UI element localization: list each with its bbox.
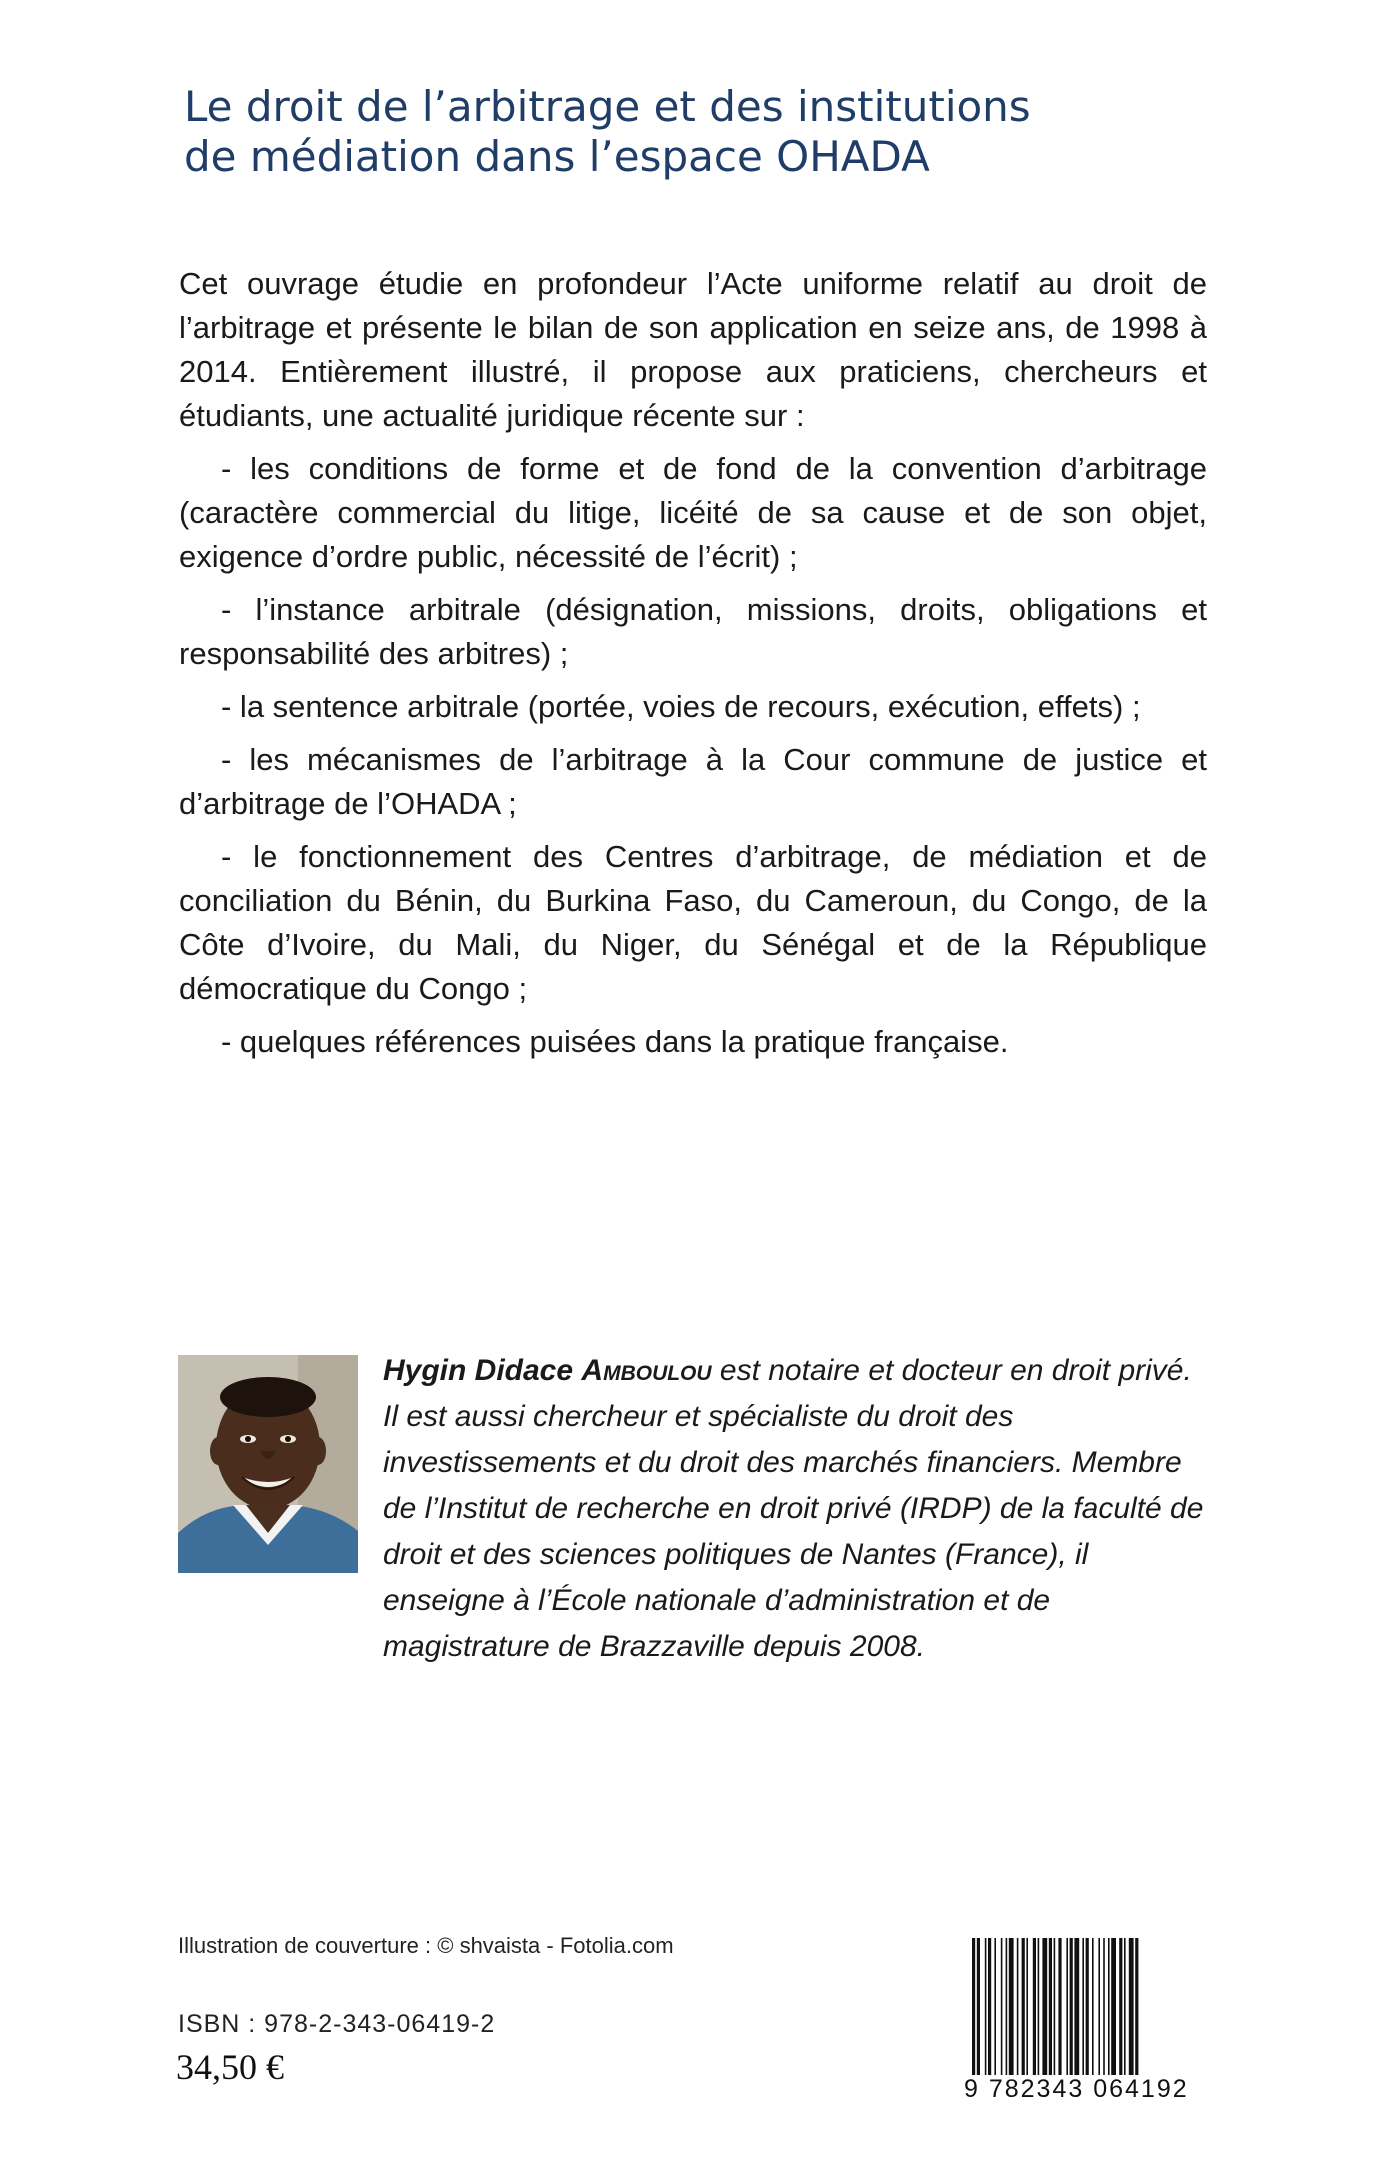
barcode-bar (1129, 1938, 1134, 2080)
barcode-bar (1058, 1938, 1061, 2080)
barcode-digits: 9 782343 064192 (964, 2075, 1209, 2104)
barcode-bar (1098, 1938, 1100, 2080)
summary-bullet: - les mécanismes de l’arbitrage à la Cour commune de justice et d’arbitrage de l’OHADA ; (179, 742, 1207, 821)
barcode-bar (985, 1938, 987, 2080)
summary-bullet: - l’instance arbitrale (désignation, missions, droits, obligations et responsabilité des arbitres) ; (179, 592, 1207, 671)
barcode-bar (1108, 1938, 1110, 2080)
barcode-bar (1017, 1938, 1019, 2080)
summary-intro: Cet ouvrage étudie en profondeur l’Acte uniforme relatif au droit de l’arbitrage et présente le bilan de son application en seize ans, de 1998 à 2014. Entièrement illustré, il propose aux praticiens, chercheurs et étudiants, une actualité juridique récente sur : (179, 266, 1207, 433)
barcode-bar (1009, 1938, 1014, 2080)
author-first-names: Hygin Didace (383, 1354, 574, 1387)
summary-bullet: - le fonctionnement des Centres d’arbitrage, de médiation et de conciliation du Bénin, du Burkina Faso, du Cameroun, du Congo, de la Côte d’Ivoire, du Mali, du Niger, du Sénégal et de la République démocratique du Congo ; (179, 839, 1207, 1006)
barcode-bar (1103, 1938, 1105, 2080)
barcode-bar (972, 1938, 975, 2080)
illustration-credit: Illustration de couverture : © shvaista - Fotolia.com (178, 1933, 674, 1958)
barcode-bar (1001, 1938, 1003, 2080)
barcode-bar (1119, 1938, 1122, 2080)
summary-bullet: - les conditions de forme et de fond de la convention d’arbitrage (caractère commercial du litige, licéité de sa cause et de son objet, exigence d’ordre public, nécessité de l’écrit) ; (179, 451, 1207, 574)
barcode-bar (1092, 1938, 1094, 2080)
isbn: ISBN : 978-2-343-06419-2 (178, 2010, 496, 2038)
author-bio-text: est notaire et docteur en droit privé. Il est aussi chercheur et spécialiste du droit des investissements et du droit des marchés financiers. Membre de l’Institut de recherche en droit privé (IRDP) de la faculté de droit et des sciences politiques de Nantes (France), il enseigne à l’École nationale d’administration et de magistrature de Brazzaville depuis 2008. (383, 1354, 1204, 1663)
title-line-1: Le droit de l’arbitrage et des institutions (184, 82, 1031, 131)
barcode-bar (1054, 1938, 1056, 2080)
back-cover-summary (179, 262, 1207, 1073)
barcode-bar (1135, 1938, 1138, 2080)
title-line-2: de médiation dans l’espace OHADA (184, 132, 930, 181)
barcode-bar (1022, 1938, 1025, 2080)
barcode-bar (1026, 1938, 1028, 2080)
barcode-bar (1049, 1938, 1052, 2080)
book-title (184, 82, 1244, 182)
barcode-bar (988, 1938, 991, 2080)
barcode-bar (1074, 1938, 1079, 2080)
author-surname: Amboulou (581, 1354, 712, 1387)
barcode-bar (1070, 1938, 1073, 2080)
barcode-bar (1124, 1938, 1126, 2080)
summary-bullet: - la sentence arbitrale (portée, voies de recours, exécution, effets) ; (221, 689, 1141, 724)
barcode-bar (1038, 1938, 1040, 2080)
barcode-bar (1086, 1938, 1089, 2080)
barcode-bar (977, 1938, 980, 2080)
author-portrait-illustration (178, 1355, 358, 1573)
barcode-bar (1082, 1938, 1084, 2080)
barcode-bar (1066, 1938, 1068, 2080)
summary-bullet: - quelques références puisées dans la pratique française. (221, 1024, 1009, 1059)
author-bio (383, 1348, 1211, 1670)
barcode-bar (1111, 1938, 1116, 2080)
barcode-bar (994, 1938, 996, 2080)
barcode-bar (1006, 1938, 1008, 2080)
barcode (968, 1938, 1203, 2080)
barcode-bar (1042, 1938, 1047, 2080)
barcode-bar (1033, 1938, 1036, 2080)
author-photo (178, 1355, 358, 1573)
price: 34,50 € (176, 2047, 284, 2087)
